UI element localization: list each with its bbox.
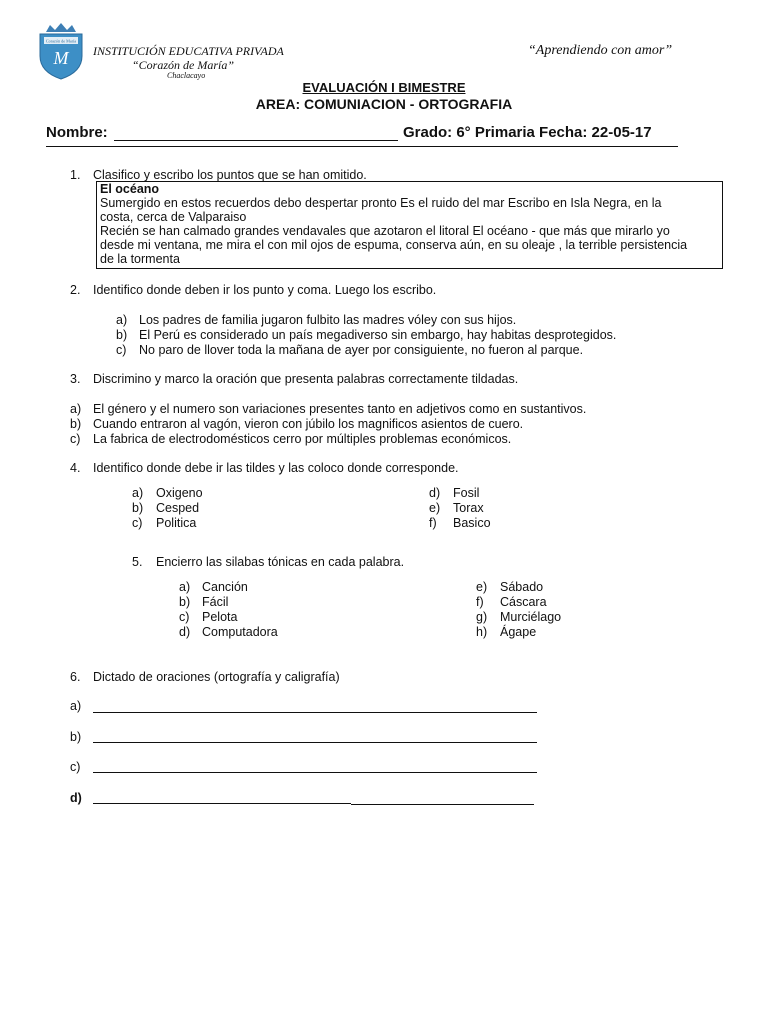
q4-text: Identifico donde debe ir las tildes y las coloco donde corresponde. [93, 461, 459, 475]
q5-item-letter: a) [179, 580, 191, 594]
q5-item-word: Canción [202, 580, 248, 594]
q1-box-line: de la tormenta [100, 252, 180, 266]
q4-item-word: Fosil [453, 486, 480, 500]
grado-fecha: Grado: 6° Primaria Fecha: 22-05-17 [403, 124, 652, 141]
q5-item-letter: g) [476, 610, 488, 624]
q2-item-letter: b) [116, 328, 128, 342]
q5-item-word: Sábado [500, 580, 544, 594]
exam-subtitle: AREA: COMUNIACION - ORTOGRAFIA [255, 96, 513, 112]
q2-item-letter: c) [116, 343, 127, 357]
logo-text: Corazón de María [45, 38, 77, 44]
q1-box-line: costa, cerca de Valparaiso [100, 210, 247, 224]
q5-item-letter: b) [179, 595, 191, 609]
q6-number: 6. [70, 670, 81, 684]
q5-number: 5. [132, 555, 143, 569]
q2-number: 2. [70, 283, 81, 297]
q4-item-letter: f) [429, 516, 437, 530]
school-town: Chaclacayo [167, 71, 206, 80]
q5-item-letter: d) [179, 625, 191, 639]
q4-item-letter: e) [429, 501, 441, 515]
school-motto: “Aprendiendo con amor” [528, 43, 673, 58]
q3-item-text[interactable]: El género y el numero son variaciones presentes tanto en adjetivos como en sustantivos. [93, 402, 587, 416]
q3-number: 3. [70, 372, 81, 386]
q5-text: Encierro las silabas tónicas en cada palabra. [156, 555, 405, 569]
q5-item-word: Pelota [202, 610, 238, 624]
q4-item-word: Torax [453, 501, 484, 515]
q3-item-text[interactable]: La fabrica de electrodomésticos cerro por múltiples problemas económicos. [93, 432, 512, 446]
q4-item-letter: d) [429, 486, 441, 500]
q3-text: Discrimino y marco la oración que presenta palabras correctamente tildadas. [93, 372, 519, 386]
q4-number: 4. [70, 461, 81, 475]
dictation-line-c[interactable] [93, 772, 537, 773]
dictation-line-a[interactable] [93, 712, 537, 713]
school-name: “Corazón de María” [132, 58, 235, 72]
q5-item-letter: c) [179, 610, 190, 624]
q5-item-word: Ágape [500, 625, 537, 639]
q4-item-word: Cesped [156, 501, 200, 515]
svg-text:M: M [53, 48, 69, 68]
q1-box-line: Recién se han calmado grandes vendavales que azotaron el litoral El océano - que más que mirarlo yo [100, 224, 670, 238]
q2-text: Identifico donde deben ir los punto y coma. Luego los escribo. [93, 283, 437, 297]
q6-line-letter: d) [70, 791, 82, 805]
q4-item-word: Oxigeno [156, 486, 203, 500]
dictation-line-d-part2[interactable] [351, 804, 534, 805]
exam-title: EVALUACIÓN I BIMESTRE [302, 80, 466, 95]
header-divider [46, 146, 678, 147]
q4-item-letter: a) [132, 486, 144, 500]
q3-item-letter: c) [70, 432, 81, 446]
q3-item-letter: a) [70, 402, 82, 416]
q5-item-letter: h) [476, 625, 488, 639]
q6-text: Dictado de oraciones (ortografía y caligrafía) [93, 670, 340, 684]
q5-item-letter: f) [476, 595, 484, 609]
q5-item-word: Cáscara [500, 595, 547, 609]
q4-item-word: Basico [453, 516, 491, 530]
q3-item-text[interactable]: Cuando entraron al vagón, vieron con júbilo los magnificos asientos de cuero. [93, 417, 524, 431]
q1-box-line: Sumergido en estos recuerdos debo despertar pronto Es el ruido del mar Escribo en Isla Negra, en la [100, 196, 662, 210]
q1-box-title: El océano [100, 182, 160, 196]
q5-item-word: Computadora [202, 625, 278, 639]
q4-item-letter: c) [132, 516, 143, 530]
nombre-label: Nombre: [46, 124, 108, 141]
q2-item-text: Los padres de familia jugaron fulbito las madres vóley con sus hijos. [139, 313, 517, 327]
school-label: INSTITUCIÓN EDUCATIVA PRIVADA [93, 44, 284, 58]
school-logo [36, 22, 86, 80]
q6-line-letter: b) [70, 730, 82, 744]
q2-item-text: El Perú es considerado un país megadiverso sin embargo, hay habitas desprotegidos. [139, 328, 617, 342]
q2-item-letter: a) [116, 313, 128, 327]
q1-box-line: desde mi ventana, me mira el con mil ojos de espuma, conserva aún, en su oleaje , la terrible persistencia [100, 238, 688, 252]
q3-item-letter: b) [70, 417, 82, 431]
q6-line-letter: a) [70, 699, 82, 713]
q1-number: 1. [70, 168, 81, 182]
q2-item-text: No paro de llover toda la mañana de ayer por consiguiente, no fueron al parque. [139, 343, 584, 357]
q4-item-word: Politica [156, 516, 197, 530]
q5-item-letter: e) [476, 580, 488, 594]
q5-item-word: Fácil [202, 595, 229, 609]
dictation-line-d-part1[interactable] [93, 803, 351, 804]
q1-text: Clasifico y escribo los puntos que se han omitido. [93, 168, 367, 182]
q4-item-letter: b) [132, 501, 144, 515]
dictation-line-b[interactable] [93, 742, 537, 743]
nombre-input-line[interactable] [114, 140, 398, 141]
q6-line-letter: c) [70, 760, 81, 774]
q5-item-word: Murciélago [500, 610, 562, 624]
